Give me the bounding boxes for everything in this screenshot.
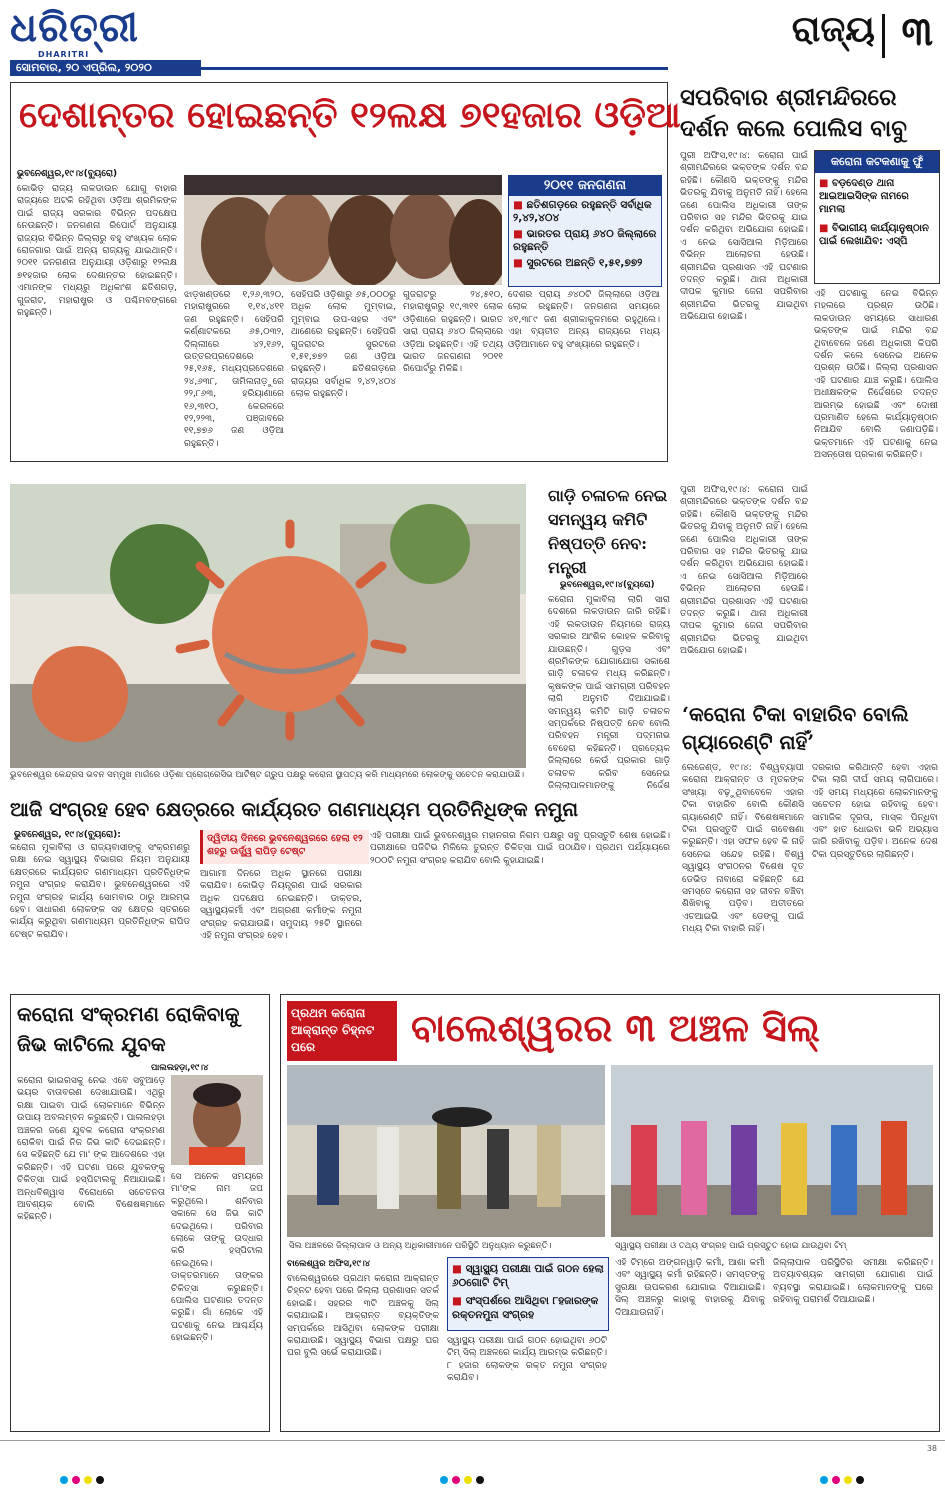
corona-sculpture-caption: ଭୁବନେଶ୍ୱର କେନ୍ଦ୍ରସ ଭବନ ସମ୍ମୁଖ ମାର୍ଗରେ ଓଡ଼ିଶା ପ୍ରୋଗ୍ରେସିଭ ଆର୍ଟିଷ୍ଟ ଗ୍ରୁପ ପକ୍ଷରୁ କରୋନା ସ୍ଥାପତ୍ୟ କରି ମାଧ୍ୟମରେ ଲୋକଙ୍କୁ ସଚେତନ କରାଯାଉଛି। [10, 770, 525, 780]
curfew-sidebox-title: କରୋନା କଟକଣାକୁ ଫୁଁ [815, 151, 939, 173]
health-team-photo [611, 1065, 933, 1237]
story-vaccine-headline: ‘କରୋନା ଟିକା ବାହାରିବ ବୋଲି ଗ୍ୟାରେଣ୍ଟି ନାହିଁ’ [682, 702, 909, 754]
story-emigration-col3: ସେହିପରି ଓଡ଼ିଶାରୁ ୬୫,୦୦୦ରୁ ଅଧିକ ଲୋକ ମୁମ୍ବାଇ, ମୁମ୍ବାଇ ଉପ-ସହର ଏବଂ ଥାଣେରେ ରହୁଛନ୍ତି। ସେହିପରି ଗୁଜରାଟର ସୁରଟରେ ୧,୫୧,୭୭୨ ଜଣ ଓଡ଼ିଆ ରହୁଛନ୍ତି। ଛତିଶଗଡ଼ରେ ରାଜ୍ୟର ସର୍ବାଧିକ ୨,୪୨,୪୦୪ ଲୋକ ରହୁଛନ୍ତି। [291, 290, 396, 400]
story-balasore-col3: ଏହି ଟିମ୍‌ରେ ଅଙ୍ଗନୱାଡ଼ି କର୍ମୀ, ଆଶା କର୍ମୀ ଏବଂ ସ୍ୱାସ୍ଥ୍ୟ କର୍ମୀ ରହିଛନ୍ତି। ସମସ୍ତଙ୍କୁ ସୁରକ୍ଷା ଉପକରଣ ଯୋଗାଇ ଦିଆଯାଇଛି। ସିଲ୍ ଅଞ୍ଚଳରୁ କାହାକୁ ବାହାରକୁ ଯିବାକୁ ଦିଆଯାଉନାହିଁ। [615, 1258, 765, 1318]
story-emigration-headline: ଦେଶାନ୍ତର ହୋଇଛନ୍ତି ୧୨ଲକ୍ଷ ୭୧ହଜାର ଓଡ଼ିଆ [19, 94, 681, 136]
story-media-col2: ଆଗାମୀ ଦିନରେ ଅଧିକ ସ୍ଥାନରେ ପରୀକ୍ଷା କରାଯିବ। କୋଭିଡ଼ ନିୟନ୍ତ୍ରଣ ପାଇଁ ସରକାର ଅଧିକ ପଦକ୍ଷେପ ନେଇଛନ୍ତି। ଡାକ୍ତର, ସ୍ୱାସ୍ଥ୍ୟକର୍ମୀ ଏବଂ ଅଗ୍ରଣୀ କର୍ମୀଙ୍କ ନମୁନା ସଂଗ୍ରହ କରାଯାଉଛି। ସମୁଦାୟ ୨୫ଟି ସ୍ଥାନରେ ଏହି ନମୁନା ସଂଗ୍ରହ ହେବ। [200, 869, 362, 942]
story-emigration-col4: ଗୁଜରାଟରୁ ୨୪,୫୧୦, ମହାରାଷ୍ଟ୍ରରୁ ୧୯,୩୧୧ ଲୋକ ଓଡ଼ିଶାରେ ରହୁଛନ୍ତି। ଭାରତ ସାରା ପ୍ରାୟ ୬୪୦ ଜିଲ୍ଲାରେ ଓଡ଼ିଆ ରହୁଛନ୍ତି। ଏହି ତଥ୍ୟ ଭାରତ ଜନଗଣନା ୨୦୧୧ ରିପୋର୍ଟରୁ ମିଳିଛି। [403, 290, 503, 375]
story-media-col3: ଏହି ପରୀକ୍ଷା ପାଇଁ ଭୁବନେଶ୍ୱର ମହାନଗର ନିଗମ ପକ୍ଷରୁ ସବୁ ପ୍ରସ୍ତୁତି ଶେଷ ହୋଇଛି। ପରୀକ୍ଷାରେ ପଜିଟିଭ ମିଳିଲେ ତୁରନ୍ତ ଚିକିତ୍ସା ପାଇଁ ପଠାଯିବ। ପ୍ରଥମ ପର୍ଯ୍ୟାୟରେ ୨୦୦ଟି ନମୁନା ସଂଗ୍ରହ କରାଯିବ ବୋଲି କୁହାଯାଇଛି। [370, 831, 670, 866]
story-balasore-dateline: ବାଲେଶ୍ୱର ଅଫିସ,୧୯।୪ [287, 1259, 371, 1269]
story-emigration-col5: ଦେଶର ପ୍ରାୟ ୬୪୦ଟି ଜିଲ୍ଲାରେ ଓଡ଼ିଆ ଲୋକ ରହୁଛନ୍ତି। ଜନଗଣନା ସମୟରେ ୪୧,୩୮୯ ଜଣ ଶ୍ରୀକାକୁଳମରେ ରହୁଥିଲେ। ଏହା ବ୍ୟତୀତ ଅନ୍ୟ ରାଜ୍ୟରେ ମଧ୍ୟ ଓଡ଼ିଆମାନେ ବହୁ ସଂଖ୍ୟାରେ ରହୁଛନ୍ତି। [508, 290, 660, 350]
story-police-body: ପୁରୀ ଅଫିସ,୧୯।୪: କରୋନା ପାଇଁ ଶ୍ରୀମନ୍ଦିରରେ ଭକ୍ତଙ୍କ ଦର୍ଶନ ବନ୍ଦ ରହିଛି। କୌଣସି ଭକ୍ତଙ୍କୁ ମନ୍ଦିର ଭିତରକୁ ଯିବାକୁ ଅନୁମତି ନାହିଁ। ହେଲେ ଜଣେ ପୋଲିସ ଅଧିକାରୀ ତାଙ୍କ ପରିବାର ସହ ମନ୍ଦିର ଭିତରକୁ ଯାଇ ଦର୍ଶନ କରିଥିବା ଅଭିଯୋଗ ହୋଇଛି। ଏ ନେଇ ସୋସିଆଲ ମିଡ଼ିଆରେ ବିଭିନ୍ନ ଆଲୋଚନା ହେଉଛି। ଶ୍ରୀମନ୍ଦିର ପ୍ରଶାସନ ଏହି ଘଟଣାର ତଦନ୍ତ କରୁଛି। ଥାନା ଅଧିକାରୀ ଦୀପକ କୁମାର ଜେନା ସପରିବାର ଶ୍ରୀମନ୍ଦିର ଭିତରକୁ ଯାଇଥିବା ଅଭିଯୋଗ ହୋଇଛି। [680, 151, 808, 323]
newspaper-logo: ଧରିତ୍ରୀ [10, 4, 139, 51]
story-balasore-col2: ସ୍ୱାସ୍ଥ୍ୟ ପରୀକ୍ଷା ପାଇଁ ଗଠନ ହୋଇଥିବା ୬୦ଟି ଟିମ୍ ସିଲ୍ ଅଞ୍ଚଳରେ କାର୍ଯ୍ୟ ଆରମ୍ଭ କରିଛନ୍ତି। ୮ ହଜାର ଲୋକଙ୍କ ରକ୍ତ ନମୁନା ସଂଗ୍ରହ କରାଯିବ। [447, 1336, 607, 1384]
curfew-sidebox-item: ■ ବିଭାଗୀୟ କାର୍ଯ୍ୟାନୁଷ୍ଠାନ ପାଇଁ ଲେଖାଯିବ: ଏସ୍‌ପି [815, 216, 939, 248]
youth-photo [171, 1075, 263, 1165]
story-balasore-box [280, 994, 940, 1432]
story-tongue-headline: କରୋନା ସଂକ୍ରମଣ ରୋକିବାକୁ ଜିଭ କାଟିଲେ ଯୁବକ [17, 1002, 240, 1056]
story-balasore-col4: ଜିଲ୍ଲାପାଳ ପରିସ୍ଥିତିର ସମୀକ୍ଷା କରିଛନ୍ତି। ଅତ୍ୟାବଶ୍ୟକ ସାମଗ୍ରୀ ଯୋଗାଣ ପାଇଁ ବ୍ୟବସ୍ଥା କରାଯାଇଛି। ଲୋକମାନଙ୍କୁ ଘରେ ରହିବାକୁ ପରାମର୍ଶ ଦିଆଯାଇଛି। [773, 1258, 933, 1306]
issue-date: ସୋମବାର, ୨୦ ଏପ୍ରିଲ, ୨୦୨୦ [10, 60, 201, 76]
story-police-headline: ସପରିବାର ଶ୍ରୀମନ୍ଦିରରେ ଦର୍ଶନ କଲେ ପୋଲିସ ବାବୁ [680, 84, 907, 142]
census-infobox-item: ■ ଛତିଶଗଡ଼ରେ ରହୁଛନ୍ତି ସର୍ବାଧିକ ୨,୪୨,୪୦୪ [509, 196, 661, 225]
story-police-col3: ପୁରୀ ଅଫିସ,୧୯।୪: କରୋନା ପାଇଁ ଶ୍ରୀମନ୍ଦିରରେ ଭକ୍ତଙ୍କ ଦର୍ଶନ ବନ୍ଦ ରହିଛି। କୌଣସି ଭକ୍ତଙ୍କୁ ମନ୍ଦିର ଭିତରକୁ ଯିବାକୁ ଅନୁମତି ନାହିଁ। ହେଲେ ଜଣେ ପୋଲିସ ଅଧିକାରୀ ତାଙ୍କ ପରିବାର ସହ ମନ୍ଦିର ଭିତରକୁ ଯାଇ ଦର୍ଶନ କରିଥିବା ଅଭିଯୋଗ ହୋଇଛି। ଏ ନେଇ ସୋସିଆଲ ମିଡ଼ିଆରେ ବିଭିନ୍ନ ଆଲୋଚନା ହେଉଛି। ଶ୍ରୀମନ୍ଦିର ପ୍ରଶାସନ ଏହି ଘଟଣାର ତଦନ୍ତ କରୁଛି। ଥାନା ଅଧିକାରୀ ଦୀପକ କୁମାର ଜେନା ସପରିବାର ଶ୍ରୀମନ୍ଦିର ଭିତରକୁ ଯାଇଥିବା ଅଭିଯୋଗ ହୋଇଛି। [680, 485, 808, 657]
section-separator [882, 14, 885, 58]
registration-marks-right [820, 1476, 864, 1484]
officials-photo-caption: ସିଲ ଅଞ୍ଚଳରେ ଜିଲ୍ଲାପାଳ ଓ ଅନ୍ୟ ଅଧିକାରୀମାନେ ପରିସ୍ଥିତି ଅନୁଧ୍ୟାନ କରୁଛନ୍ତି। [289, 1241, 552, 1251]
story-media-headline: ଆଜି ସଂଗ୍ରହ ହେବ କ୍ଷେତ୍ରରେ କାର୍ଯ୍ୟରତ ଗଣମାଧ୍ୟମ ପ୍ରତିନିଧିଙ୍କ ନମୁନା [10, 798, 579, 821]
migrant-workers-photo [184, 175, 502, 285]
story-transport-body: କରୋନା ମୁକାବିଲା ଲାଗି ସାରା ଦେଶରେ ଲକଡାଉନ ଜାରି ରହିଛି। ଏହି ଲକଡାଉନ ନିୟମରେ ରାଜ୍ୟ ସରକାର ଆଂଶିକ କୋହଳ କରିବାକୁ ଯାଉଛନ୍ତି। ଗୁଡ଼ସ ଏବଂ ଶ୍ରମିକଙ୍କ ଯୋଗାଯୋଗ ସକାଶେ ଗାଡ଼ି ଚଳାଚଳ ମଧ୍ୟ କରିଛନ୍ତି। କୃଷକଙ୍କ ପାଇଁ ସାମଗ୍ରୀ ପରିବହନ ଲାଗି ଅନୁମତି ଦିଆଯାଇଛି। ସମନ୍ୱୟ କମିଟି ଗାଡ଼ି ଚଳାଚଳ ସମ୍ପର୍କରେ ନିଷ୍ପତ୍ତି ନେବ ବୋଲି ପରିବହନ ମନ୍ତ୍ରୀ ପଦ୍ମନାଭ ବେହେରା କହିଛନ୍ତି। ପ୍ରତ୍ୟେକ ଜିଲ୍ଲାରେ କେଉଁ ପ୍ରକାର ଗାଡ଼ି ଚଳାଚଳ କରିବ ସେନେଇ ଜିଲ୍ଲାପାଳମାନଙ୍କୁ ନିର୍ଦ୍ଦେଶ [548, 595, 670, 792]
story-vaccine-col2: ଦରକାର କରିଥାନ୍ତି ହେବା ଏହାର ଟିକା ଲାଗି ଦୀର୍ଘ ସମୟ ଲାଗିପାରେ। ଏହି ସମୟ ମଧ୍ୟରେ ଲୋକମାନଙ୍କୁ ସଚେତନ ହୋଇ ରହିବାକୁ ହେବ। ସାମାଜିକ ଦୂରତା, ମାସ୍କ ପିନ୍ଧିବା ଏବଂ ହାତ ଧୋଇବା ଭଳି ଅଭ୍ୟାସ ଜାରି ରଖିବାକୁ ପଡ଼ିବ। ଅନେକ ଦେଶ ଟିକା ପ୍ରସ୍ତୁତିରେ ଲାଗିଛନ୍ତି। [812, 763, 938, 860]
story-balasore-body: ବାଲେଶ୍ୱରରେ ପ୍ରଥମ କରୋନା ଆକ୍ରାନ୍ତ ଚିହ୍ନଟ ହେବା ପରେ ଜିଲ୍ଲା ପ୍ରଶାସନ ସତର୍କ ହୋଇଛି। ସହରର ୩ଟି ଅଞ୍ଚଳକୁ ସିଲ୍ କରାଯାଇଛି। ଆକ୍ରାନ୍ତ ବ୍ୟକ୍ତିଙ୍କ ସମ୍ପର୍କରେ ଆସିଥିବା ଲୋକଙ୍କ ପରୀକ୍ଷା କରାଯାଉଛି। ସ୍ୱାସ୍ଥ୍ୟ ବିଭାଗ ପକ୍ଷରୁ ଘର ଘର ବୁଲି ସର୍ଭେ କରାଯାଉଛି। [287, 1274, 439, 1359]
story-tongue-col2: ସେ ଅନେକ ସମୟରେ ମା'ଙ୍କ ନାମ ଜପ କରୁଥିଲେ। ଶନିବାର ସକାଳେ ସେ ଜିଭ କାଟି ଦେଇଥିଲେ। ପରିବାର ଲୋକେ ତାଙ୍କୁ ଉଦ୍ଧାର କରି ହସ୍ପିଟାଲ ନେଇଥିଲେ। ଡାକ୍ତରମାନେ ତାଙ୍କର ଚିକିତ୍ସା କରୁଛନ୍ତି। ପୋଲିସ ଘଟଣାର ତଦନ୍ତ କରୁଛି। ଗାଁ ଲୋକେ ଏହି ଘଟଣାକୁ ନେଇ ଆଶ୍ଚର୍ଯ୍ୟ ହୋଇଛନ୍ତି। [171, 1172, 263, 1344]
top-rule [200, 67, 668, 70]
story-tongue-dateline: ପାଲଲହଡ଼ା,୧୯।୪ [151, 1063, 209, 1073]
print-page-number: 38 [926, 1444, 937, 1453]
story-tongue-body: କରୋନା ଭାଇରସକୁ ନେଇ ଏବେ ସବୁଆଡ଼େ ଭୟର ବାତାବରଣ ଦେଖାଯାଉଛି। ଏଥିରୁ ରକ୍ଷା ପାଇବା ପାଇଁ ଲୋକମାନେ ବିଭିନ୍ନ ଉପାୟ ଅବଲମ୍ବନ କରୁଛନ୍ତି। ପାଲଲହଡ଼ା ଅଞ୍ଚଳର ଜଣେ ଯୁବକ କରୋନା ସଂକ୍ରମଣ ରୋକିବା ପାଇଁ ନିଜ ଜିଭ କାଟି ଦେଇଛନ୍ତି। ସେ କହିଛନ୍ତି ଯେ ମା' ଙ୍କ ଆଦେଶରେ ଏହା କରିଛନ୍ତି। ଏହି ଘଟଣା ପରେ ଯୁବକଙ୍କୁ ଚିକିତ୍ସା ପାଇଁ ହସ୍ପିଟାଲକୁ ନିଆଯାଇଛି। ଅନ୍ଧବିଶ୍ୱାସ ବିରୋଧରେ ସଚେତନତା ଆବଶ୍ୟକ ବୋଲି ବିଶେଷଜ୍ଞମାନେ କହିଛନ୍ତି। [17, 1076, 165, 1223]
census-infobox-item: ■ ଭାରତର ପ୍ରାୟ ୬୪୦ ଜିଲ୍ଲାରେ ରହୁଛନ୍ତି [509, 225, 661, 254]
officials-photo [287, 1065, 605, 1237]
first-case-tag: ପ୍ରଥମ କରୋନା ଆକ୍ରାନ୍ତ ଚିହ୍ନଟ ପରେ [287, 1001, 397, 1061]
curfew-sidebox [814, 150, 940, 284]
balasore-infobox-item: ■ ସଂସ୍ପର୍ଶରେ ଆସିଥିବା ୮ହଜାରଙ୍କ ରକ୍ତନମୁନା ସଂଗ୍ରହ [448, 1290, 608, 1322]
logo-subtitle: DHARITRI [38, 50, 90, 59]
curfew-sidebox-item: ■ ବଡ଼ଦେଣ୍ଡ ଥାନା ଆଇଆଇସିଙ୍କ ନାମରେ ମାମଲା [815, 173, 939, 216]
story-balasore-headline: ବାଲେଶ୍ୱରର ୩ ଅଞ୍ଚଳ ସିଲ୍‌ [411, 1005, 820, 1050]
balasore-infobox [447, 1257, 609, 1331]
registration-marks-center [440, 1476, 484, 1484]
story-media-dateline: ଭୁବନେଶ୍ୱର, ୧୯।୪(ବ୍ୟୁରୋ): [14, 830, 121, 840]
health-team-photo-caption: ସ୍ୱାସ୍ଥ୍ୟ ପରୀକ୍ଷା ଓ ତଥ୍ୟ ସଂଗ୍ରହ ପାଇଁ ପ୍ରସ୍ତୁତ ହୋଇ ଯାଉଥିବା ଟିମ୍‌ [615, 1241, 847, 1251]
story-vaccine-body: ଲେଜେଣ୍ଡ, ୧୯।୪: ବିଶ୍ୱବ୍ୟାପୀ କରୋନା ଆକ୍ରାନ୍ତ ଓ ମୃତକଙ୍କ ସଂଖ୍ୟା ବଢ଼ୁଥିବାବେଳେ ଏହାର ଟିକା ବାହାରିବ ବୋଲି କୌଣସି ଗ୍ୟାରେଣ୍ଟି ନାହିଁ। ବିଶେଷଜ୍ଞମାନେ ଟିକା ପ୍ରସ୍ତୁତି ପାଇଁ ଗବେଷଣା କରୁଛନ୍ତି। ଏହା ସଫଳ ହେବ କି ନାହିଁ ସେନେଇ ସନ୍ଦେହ ରହିଛି। ବିଶ୍ୱ ସ୍ୱାସ୍ଥ୍ୟ ସଂଗଠନର ବିଶେଷ ଦୂତ ଡେଭିଡ ନାବାରୋ କହିଛନ୍ତି ଯେ ସମସ୍ତେ କରୋନା ସହ ଜୀବନ ବଞ୍ଚିବା ଶିଖିବାକୁ ପଡ଼ିବ। ଅତୀତରେ ଏଚଆଇଭି ଏବଂ ଡେଙ୍ଗୁ ପାଇଁ ମଧ୍ୟ ଟିକା ବାହାରି ନାହିଁ। [682, 763, 804, 935]
story-transport-dateline: ଭୁବନେଶ୍ୱର,୧୯।୪(ବ୍ୟୁରୋ) [560, 580, 655, 590]
registration-marks-left [60, 1476, 104, 1484]
census-infobox-item: ■ ସୁରଟରେ ଅଛନ୍ତି ୧,୫୧,୭୭୨ [509, 254, 661, 270]
story-emigration-box [10, 82, 681, 462]
corona-sculpture-photo [10, 484, 526, 768]
story-emigration-col2: ଝାଡ଼ଖଣ୍ଡରେ ୧,୨୬,୩୨୦, ମହାରାଷ୍ଟ୍ରରେ ୧,୧୪,୪୧୧ ଜଣ ରହୁଛନ୍ତି। ସେହିପରି କର୍ଣ୍ଣାଟକରେ ୬୫,୦୩୨, ଦିଲ୍ଲୀରେ ୪୨,୧୬୨, ଉତ୍ତରପ୍ରଦେଶରେ ୨୫,୧୬୫, ମଧ୍ୟପ୍ରଦେଶରେ ୨୪,୬୩୮, ତାମିଲନାଡ଼ୁରେ ୨୨,୮୬୩, ହରିୟାଣାରେ ୧୬,୩୧୦, କେରଳରେ ୧୨,୨୨୩, ପଞ୍ଜାବରେ ୧୧,୭୭୬ ଜଣ ଓଡ଼ିଆ ରହୁଛନ୍ତି। [184, 290, 284, 449]
census-infobox [508, 175, 662, 287]
story-transport-headline: ଗାଡ଼ି ଚଳାଚଳ ନେଇ ସମନ୍ୱୟ କମିଟି ନିଷ୍ପତ୍ତି ନେବ: ମନ୍ତ୍ରୀ [548, 486, 668, 577]
rapid-test-tag: ଦ୍ୱିତୀୟ ଦିନରେ ଭୁବନେଶ୍ୱରରେ ହେଲା ୧୨ ଶହରୁ ଊର୍ଦ୍ଧ୍ୱ ରାପିଡ଼ ଟେଷ୍ଟ [200, 830, 369, 864]
story-police-col2: ଏହି ଘଟଣାକୁ ନେଇ ବିଭିନ୍ନ ମହଲରେ ପ୍ରଶ୍ନ ଉଠିଛି। ଲକଡାଉନ ସମୟରେ ସାଧାରଣ ଭକ୍ତଙ୍କ ପାଇଁ ମନ୍ଦିର ବନ୍ଦ ଥିବାବେଳେ ଜଣେ ଅଧିକାରୀ କିପରି ଦର୍ଶନ କଲେ ସେନେଇ ଅନେକ ପ୍ରଶ୍ନ ଉଠିଛି। ଜିଲ୍ଲା ପ୍ରଶାସନ ଏହି ଘଟଣାର ଯାଞ୍ଚ କରୁଛି। ପୋଲିସ ଅଧୀକ୍ଷକଙ୍କ ନିର୍ଦ୍ଦେଶରେ ତଦନ୍ତ ଆରମ୍ଭ ହୋଇଛି ଏବଂ ଦୋଷୀ ପ୍ରମାଣିତ ହେଲେ କାର୍ଯ୍ୟାନୁଷ୍ଠାନ ନିଆଯିବ ବୋଲି ଜଣାପଡ଼ିଛି। ଭକ୍ତମାନେ ଏହି ଘଟଣାକୁ ନେଇ ଅସନ୍ତୋଷ ପ୍ରକାଶ କରିଛନ୍ତି। [814, 289, 938, 461]
story-emigration-dateline: ଭୁବନେଶ୍ୱର,୧୯।୪(ବ୍ୟୁରୋ) [17, 169, 118, 179]
footer-rule [0, 1440, 945, 1441]
balasore-infobox-item: ■ ସ୍ୱାସ୍ଥ୍ୟ ପରୀକ୍ଷା ପାଇଁ ଗଠନ ହେଲା ୬୦ଗୋଟି ଟିମ୍ [448, 1258, 608, 1290]
story-emigration-col1: କୋଭିଡ଼ ରାଜ୍ୟ ଲକଡାଉନ ଯୋଗୁ ବାହାର ରାଜ୍ୟରେ ଅଟକି ରହିଥିବା ଓଡ଼ିଆ ଶ୍ରମିକଙ୍କ ପାଇଁ ରାଜ୍ୟ ସରକାର ବିଭିନ୍ନ ପଦକ୍ଷେପ ନେଉଛନ୍ତି। ଜନଗଣନା ରିପୋର୍ଟ ଅନୁଯାୟୀ ରାଜ୍ୟର ବିଭିନ୍ନ ଜିଲ୍ଲାରୁ ବହୁ ସଂଖ୍ୟକ ଲୋକ ରୋଜଗାର ପାଇଁ ଅନ୍ୟ ରାଜ୍ୟକୁ ଯାଇଥାନ୍ତି। ୨୦୧୧ ଜନଗଣନା ଅନୁଯାୟୀ ଓଡ଼ିଶାରୁ ୧୨ଲକ୍ଷ ୭୧ହଜାର ଲୋକ ଦେଶାନ୍ତର ହୋଇଛନ୍ତି। ଏମାନଙ୍କ ମଧ୍ୟରୁ ଅଧିକାଂଶ ଛତିଶଗଡ଼, ଗୁଜରାଟ, ମହାରାଷ୍ଟ୍ର ଓ ପଶ୍ଚିମବଙ୍ଗରେ ରହୁଛନ୍ତି। [17, 184, 177, 319]
section-label: ରାଜ୍ୟ [791, 8, 875, 50]
story-media-body: କରୋନା ମୁକାବିଲା ଓ ରାଜ୍ୟବାସୀଙ୍କୁ ସଂକ୍ରମଣରୁ ରକ୍ଷା ନେଇ ସ୍ୱାସ୍ଥ୍ୟ ବିଭାଗର ନିୟମ ଅନୁଯାୟୀ କ୍ଷେତ୍ରରେ କାର୍ଯ୍ୟରତ ଗଣମାଧ୍ୟମ ପ୍ରତିନିଧିଙ୍କ ନମୁନା ସଂଗ୍ରହ କରାଯିବ। ଭୁବନେଶ୍ୱରରେ ଏହି ନମୁନା ସଂଗ୍ରହ କାର୍ଯ୍ୟ ସୋମବାର ଠାରୁ ଆରମ୍ଭ ହେବ। ସାଧାରଣ ଲୋକଙ୍କ ସହ କ୍ଷେତ୍ର ସ୍ତରରେ କାର୍ଯ୍ୟ କରୁଥିବା ଗଣମାଧ୍ୟମ ପ୍ରତିନିଧିଙ୍କ ରାପିଡ ଟେଷ୍ଟ କରାଯିବ। [10, 843, 190, 940]
census-infobox-title: ୨୦୧୧ ଜନଗଣନା [509, 176, 661, 196]
page-number: ୩ [901, 8, 933, 55]
story-tongue-box [10, 994, 270, 1432]
